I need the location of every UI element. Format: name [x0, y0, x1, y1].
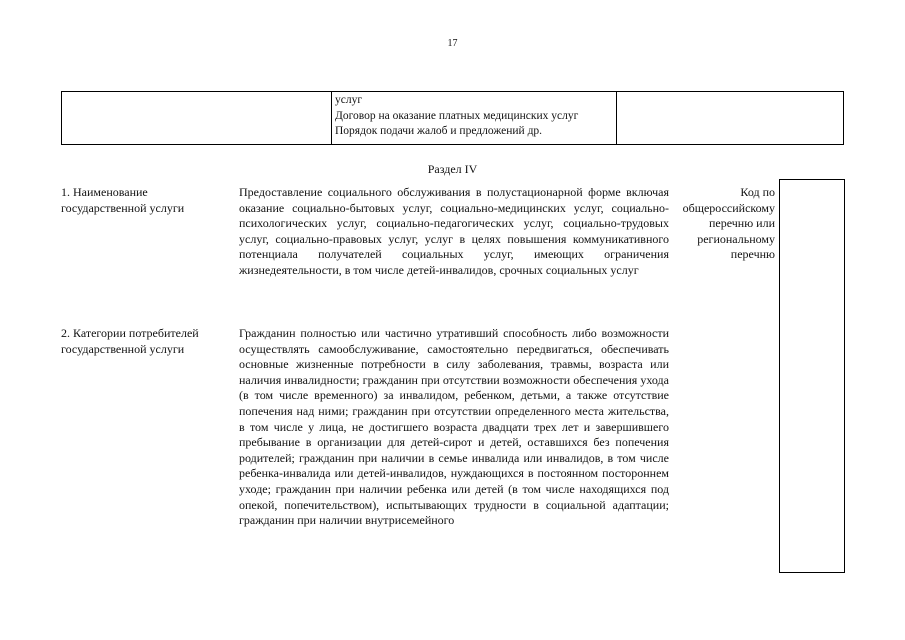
service-name-value: Предоставление социального обслуживания в полустационарной форме включая оказание социально-бытовых услуг, социально-медицинских услуг, социально-психологических услуг, социально-педагогических услуг, социально-трудовых услуг, социально-правовых услуг, услуг в целях повышения коммуникативного потенциала получателей социальных услуг, имеющих ограничения жизнедеятельности, в том числе детей-инвалидов, срочных социальных услуг [239, 185, 669, 277]
service-name-label: 1. Наименование государственной услуги [61, 185, 185, 215]
table-cell-empty [62, 92, 332, 145]
table-line: услуг [335, 94, 363, 106]
code-box [779, 179, 845, 573]
table-cell-empty [617, 92, 844, 145]
table-line: Порядок подачи жалоб и предложений др. [335, 125, 543, 137]
section-title: Раздел IV [427, 162, 478, 176]
table-line: Договор на оказание платных медицинских услуг [335, 109, 579, 122]
page-number: 17 [447, 38, 458, 49]
table-row [62, 92, 844, 145]
continuation-table [61, 91, 844, 145]
consumers-value: Гражданин полностью или частично утративший способность либо возможности осуществлять самообслуживание, самостоятельно передвигаться, обеспечивать основные жизненные потребности в силу заболевания, травмы, возраста или наличия инвалидности; гражданин при отсутствии возможности обеспечения ухода (в том числе временного) за инвалидом, ребенком, детьми, а также отсутствие попечения над ними; гражданин при отсутствии определенного места жительства, в том числе у лица, не достигшего возраста двадцати трех лет и завершившего пребывание в организации для детей-сирот и детей, оставшихся без попечения родителей; гражданин при наличии в семье инвалида или инвалидов, в том числе ребенка-инвалида или детей-инвалидов, нуждающихся в постоянном постороннем уходе; гражданин при наличии ребенка или детей (в том числе находящихся под опекой, попечительством), испытывающих трудности в социальной адаптации; гражданин при наличии внутрисемейного [239, 326, 669, 528]
table-cell-documents [332, 92, 617, 145]
consumers-label: 2. Категории потребителей государственной услуги [61, 326, 199, 356]
code-label: Код по общероссийскому перечню или региональному перечню [682, 185, 775, 262]
